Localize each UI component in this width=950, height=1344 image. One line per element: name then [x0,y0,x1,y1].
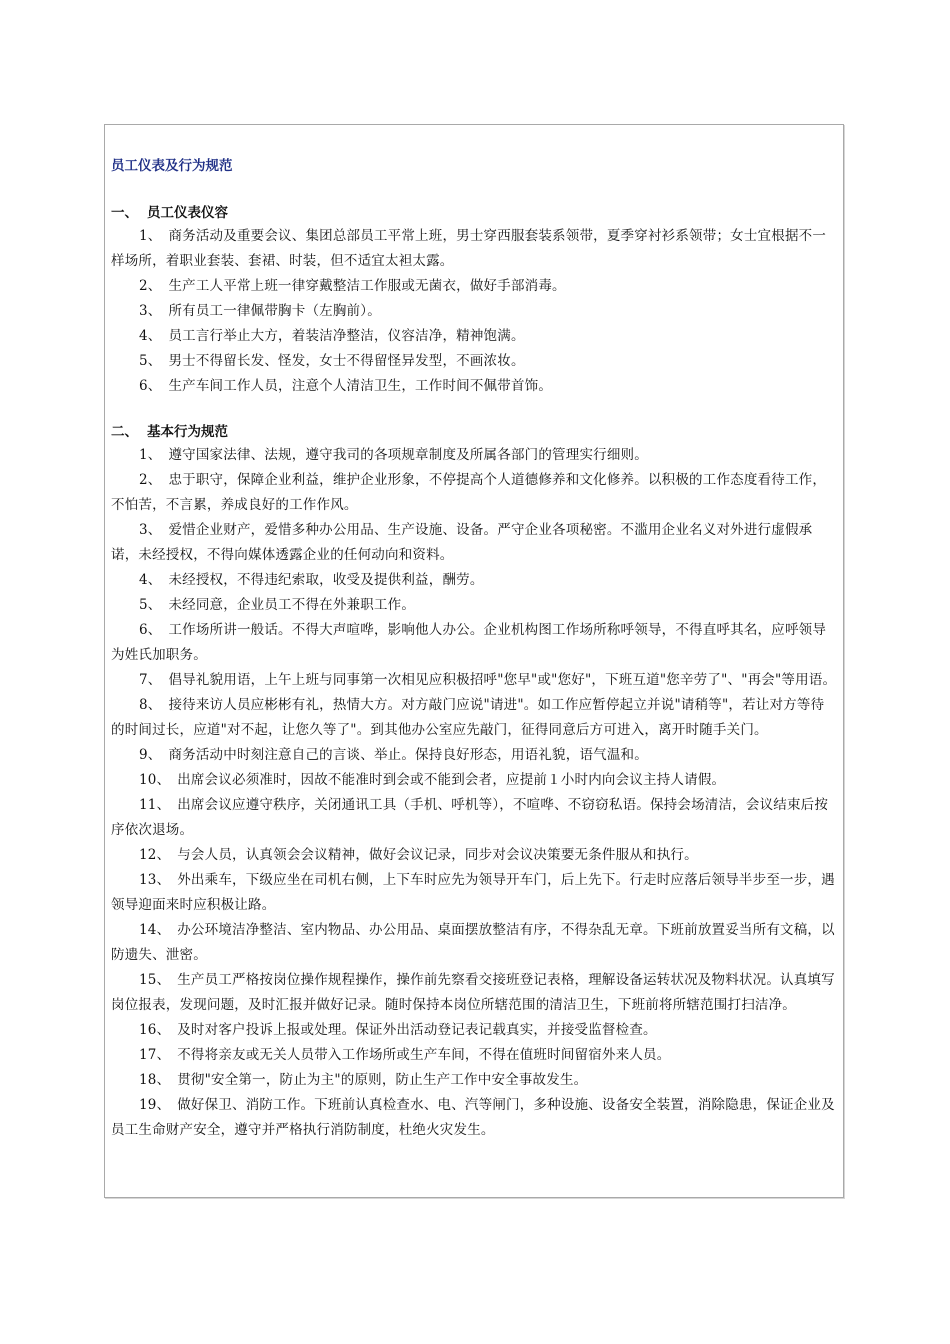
list-item: 2、 忠于职守，保障企业利益，维护企业形象，不停提高个人道德修养和文化修养。以积极的工作态度看待工作，不怕苦，不言累，养成良好的工作作风。 [111,472,827,513]
document-content [111,155,837,1143]
list-item: 16、 及时对客户投诉上报或处理。保证外出活动登记表记载真实，并接受监督检查。 [139,1022,657,1038]
list-item: 1、 遵守国家法律、法规，遵守我司的各项规章制度及所属各部门的管理实行细则。 [139,447,648,463]
list-item: 7、 倡导礼貌用语，上午上班与同事第一次相见应积极招呼"您早"或"您好"，下班互道"您辛劳了"、"再会"等用语。 [139,672,837,688]
list-item: 8、 接待来访人员应彬彬有礼，热情大方。对方敲门应说"请进"。如工作应暂停起立并说"请稍等"，若让对方等待的时间过长，应道"对不起，让您久等了"。到其他办公室应先敲门，征得同意后方可进入，离开时随手关门。 [111,697,825,738]
section-heading-behavior [111,421,837,443]
list-item: 18、 贯彻"安全第一，防止为主"的原则，防止生产工作中安全事故发生。 [139,1072,588,1088]
section-number: 一、 [111,205,138,221]
section-heading-text: 基本行为规范 [147,424,228,440]
document-frame [104,124,844,1198]
list-item: 13、 外出乘车，下级应坐在司机右侧，上下车时应先为领导开车门，后上先下。行走时应落后领导半步至一步，遇领导迎面来时应积极让路。 [111,872,835,913]
list-item: 6、 工作场所讲一般话。不得大声喧哗，影响他人办公。企业机构图工作场所称呼领导，不得直呼其名，应呼领导为姓氏加职务。 [111,622,827,663]
list-item: 2、 生产工人平常上班一律穿戴整洁工作服或无菌衣，做好手部消毒。 [139,278,566,294]
list-item: 11、 出席会议应遵守秩序，关闭通讯工具（手机、呼机等），不喧哗、不窃窃私语。保持会场清洁，会议结束后按序依次退场。 [111,797,829,838]
list-item: 3、 所有员工一律佩带胸卡（左胸前）。 [139,303,381,319]
list-item: 3、 爱惜企业财产，爱惜多种办公用品、生产设施、设备。严守企业各项秘密。不滥用企业名义对外进行虚假承诺，未经授权，不得向媒体透露企业的任何动向和资料。 [111,522,813,563]
list-item: 5、 未经同意，企业员工不得在外兼职工作。 [139,597,416,613]
section-heading-text: 员工仪表仪容 [147,205,228,221]
list-item: 5、 男士不得留长发、怪发，女士不得留怪异发型，不画浓妆。 [139,353,525,369]
list-item: 9、 商务活动中时刻注意自己的言谈、举止。保持良好形态，用语礼貌，语气温和。 [139,747,648,763]
list-item: 1、 商务活动及重要会议、集团总部员工平常上班，男士穿西服套装系领带，夏季穿衬衫系领带；女士宜根据不一样场所，着职业套装、套裙、时装，但不适宜太袒太露。 [111,228,827,269]
list-item: 4、 员工言行举止大方，着装洁净整洁，仪容洁净，精神饱满。 [139,328,525,344]
section-number: 二、 [111,424,138,440]
list-item: 15、 生产员工严格按岗位操作规程操作，操作前先察看交接班登记表格，理解设备运转状况及物料状况。认真填写岗位报表，发现问题，及时汇报并做好记录。随时保持本岗位所辖范围的清洁卫生，下班前将所辖范围打扫洁净。 [111,972,835,1013]
list-item: 6、 生产车间工作人员，注意个人清洁卫生，工作时间不佩带首饰。 [139,378,553,394]
list-item: 19、 做好保卫、消防工作。下班前认真检查水、电、汽等闸门，多种设施、设备安全装置，消除隐患，保证企业及员工生命财产安全，遵守并严格执行消防制度，杜绝火灾发生。 [111,1097,835,1138]
section-heading-appearance [111,202,837,224]
section-list-appearance [111,224,837,399]
list-item: 17、 不得将亲友或无关人员带入工作场所或生产车间，不得在值班时间留宿外来人员。 [139,1047,671,1063]
list-item: 14、 办公环境洁净整洁、室内物品、办公用品、桌面摆放整洁有序，不得杂乱无章。下班前放置妥当所有文稿，以防遗失、泄密。 [111,922,835,963]
section-list-behavior [111,443,837,1143]
list-item: 12、 与会人员，认真领会会议精神，做好会议记录，同步对会议决策要无条件服从和执行。 [139,847,698,863]
list-item: 10、 出席会议必须准时，因故不能准时到会或不能到会者，应提前１小时内向会议主持人请假。 [139,772,726,788]
list-item: 4、 未经授权，不得违纪索取，收受及提供利益，酬劳。 [139,572,484,588]
document-title: 员工仪表及行为规范 [111,158,233,174]
